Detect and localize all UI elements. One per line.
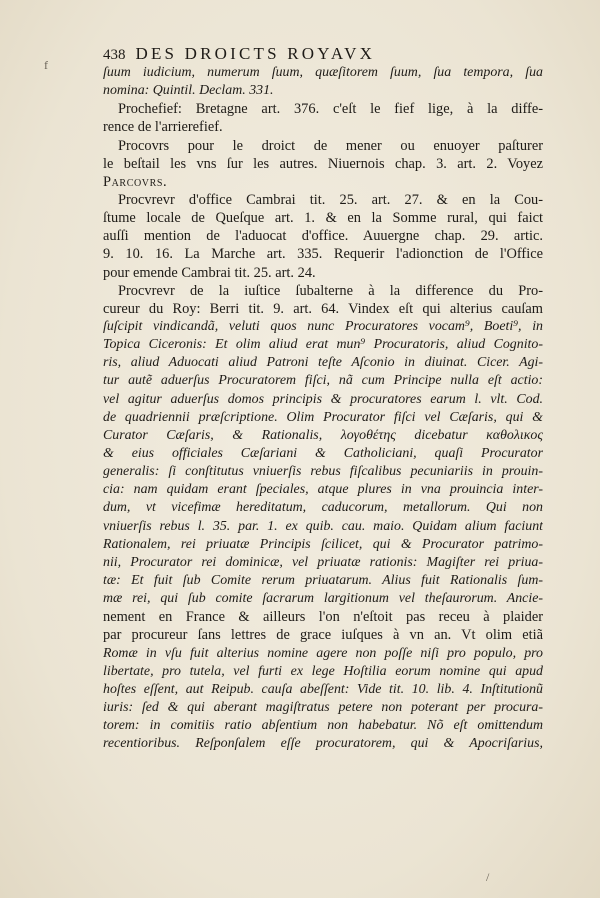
text-line: vel agitur aduerſus domos principis & procuratores earum l. vlt. Cod. — [103, 391, 543, 407]
text-line: Procovrs pour le droict de mener ou enuoyer paſturer — [118, 137, 543, 154]
text-line: nement en France & ailleurs l'on n'eſtoit pas receu à plaider — [103, 609, 543, 626]
text-line: iuris: ſed & qui aberant magiſtratus petere non poterant per procura- — [103, 699, 543, 715]
text-line: de quadriennii præſcriptione. Olim Procurator fiſci vel Cæſaris, qui & — [103, 409, 543, 425]
text-line: hoſtes eſſent, aut Reipub. cauſa abeſſent: Vide tit. 10. lib. 4. Inſtitutionũ — [103, 681, 543, 697]
text-line: nomina: Quintil. Declam. 331. — [103, 83, 274, 99]
text-line: Parcovrs. — [103, 173, 168, 190]
body-text — [103, 64, 543, 753]
text-line: mæ rei, qui ſub comite ſacrarum largitionum vel theſaurorum. Ancie- — [103, 591, 543, 607]
text-line: le beſtail les vns ſur les autres. Niuernois chap. 3. art. 2. Voyez — [103, 155, 543, 172]
text-line: tæ: Et fuit ſub Comite rerum priuatarum. Alius fuit Rationalis ſum- — [103, 572, 543, 588]
page-number: 438 — [103, 47, 126, 63]
text-line: dum, vt vicefimæ hereditatum, caducorum, metallorum. Qui non — [103, 500, 543, 516]
text-line: tur autẽ aduerſus Procuratorem fiſci, nã cum Principe nulla eſt actio: — [103, 373, 543, 389]
text-line: cia: nam quidam erant ſpeciales, atque plures in vna prouincia inter- — [103, 482, 543, 498]
text-line: ſuum iudicium, numerum ſuum, quæſitorem ſuum, ſua tempora, ſua — [103, 65, 543, 80]
text-line: 9. 10. 16. La Marche art. 335. Requerir l'adionction de l'Office — [103, 246, 543, 263]
text-line: & eius officiales Cæſariani & Catholiciani, quaſi Procurator — [103, 445, 543, 461]
text-line: recentioribus. Reſponſalem eſſe procuratorem, qui & Apocriſarius, — [103, 736, 543, 752]
text-line: nii, Procurator rei dominicæ, vel priuatæ rationis: Magiſter rei priua- — [103, 554, 543, 570]
text-line: generalis: ſi conſtitutus vniuerſis rebus fiſcalibus pecuniariis in prouin- — [103, 464, 543, 480]
text-line: Topica Ciceronis: Et olim aliud erat mun⁹ Procuratoris, aliud Cognito- — [103, 337, 543, 353]
text-line: Romæ in vſu fuit alterius nomine agere non poſſe niſi pro populo, pro — [103, 645, 543, 661]
text-line: rence de l'arrierefief. — [103, 119, 223, 136]
text-line: auſſi mention de l'aduocat d'office. Auuergne chap. 29. artic. — [103, 228, 543, 245]
text-line: vniuerſis rebus l. 35. par. 1. ex quib. cau. maio. Quidam alium faciunt — [103, 518, 543, 534]
text-line: ſuſcipit vindicandã, veluti quos nunc Procuratores vocam⁹, Boeti⁹, in — [103, 318, 543, 334]
text-line: Curator Cæſaris, & Rationalis, λογοθέτης dicebatur καθολικος — [103, 427, 543, 443]
text-line: Rationalem, rei priuatæ Principis ſcilicet, qui & Procurator patrimo- — [103, 536, 543, 552]
text-line: Procvrevr de la iuſtice ſubalterne à la difference du Pro- — [118, 282, 543, 299]
text-line: par procureur ſans lettres de grace iuſques à vn an. Vt olim etiã — [103, 627, 543, 644]
foot-mark: / — [486, 870, 490, 884]
text-line: cureur du Roy: Berri tit. 9. art. 64. Vindex eſt qui alterius cauſam — [103, 300, 543, 317]
text-line: pour emende Cambrai tit. 25. art. 24. — [103, 264, 316, 281]
running-title: DES DROICTS ROYAVX — [135, 44, 376, 63]
text-line: torem: in comitiis ratio abſentium non habebatur. Nõ eſt omittendum — [103, 718, 543, 734]
margin-mark: f — [44, 58, 48, 72]
text-line: ris, aliud Aduocati aliud Patroni teſte Aſconio in diuinat. Cicer. Agi- — [103, 355, 543, 371]
text-line: Procvrevr d'office Cambrai tit. 25. art. 27. & en la Cou- — [118, 191, 543, 208]
text-line: ſtume locale de Queſque art. 1. & en la Somme rural, qui faict — [103, 210, 543, 227]
text-line: libertate, pro tutela, vel furti ex lege Hoſtilia eorum nomine qui apud — [103, 663, 543, 679]
text-line: Prochefief: Bretagne art. 376. c'eſt le fief lige, à la diffe- — [118, 101, 543, 118]
